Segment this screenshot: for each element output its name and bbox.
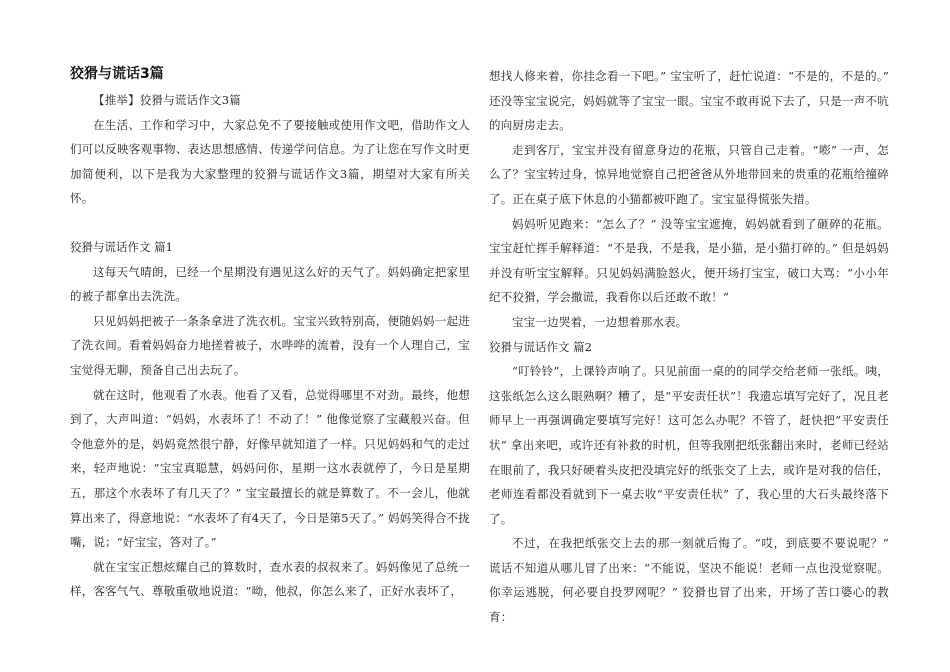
essay1-heading: 狡猾与谎话作文 篇1 (70, 239, 173, 254)
essay1-continued-paragraph: 走到客厅，宝宝并没有留意身边的花瓶，只管自己走着。“嘭” 一声，怎么了？宝宝转过身，惊异地觉察自己把爸爸从外地带回来的贵重的花瓶给撞碎了。正在桌子底下休息的小猫都被吓跑了。宝宝显得慌张失措。 (489, 142, 889, 206)
recommend-line: 【推举】狡猾与谎话作文3篇 (93, 93, 241, 107)
essay1-paragraph: 就在这时，他观看了水表。他看了又看，总觉得哪里不对劲。最终，他想到了，大声叫道：“妈妈，水表坏了！不动了！” 他像觉察了宝藏般兴奋。但令他意外的是，妈妈竟然很宁静，好像早就知道了一样。只见妈妈和气的走过来，轻声地说：“宝宝真聪慧，妈妈问你，星期一这水表就停了，今日是星期五，那这个水表坏了有几天了？” 宝宝最擅长的就是算数了。不一会儿，他就算出来了，得意地说：“水表坏了有4天了，今日是第5天了。” 妈妈笑得合不拢嘴，说；“好宝宝，答对了。” (70, 387, 470, 550)
essay2-paragraph: “叮铃铃”，上课铃声响了。只见前面一桌的的同学交给老师一张纸。咦，这张纸怎么这么眼熟啊？糟了，是“平安责任状”！我遗忘填写完好了，况且老师早上一再强调确定要填写完好！这可怎么办呢？不管了，赶快把“平安责任状” 拿出来吧，或许还有补救的时机，但等我刚把纸张翻出来时，老师已经站在眼前了，我只好硬着头皮把没填完好的纸张交了上去，或许是对我的信任，老师连看都没看就到下一桌去收“平安责任状” 了，我心里的大石头最终落下了。 (489, 364, 889, 526)
essay1-paragraph: 只见妈妈把被子一条条拿进了洗衣机。宝宝兴致特别高，便随妈妈一起进了洗衣间。看着妈妈奋力地搓着被子，水哗哗的流着，没有一个人理自己，宝宝觉得无聊，预备自己出去玩了。 (70, 313, 470, 377)
section-gap (70, 211, 470, 235)
essay2-heading: 狡猾与谎话作文 篇2 (489, 339, 592, 354)
essay1-continued-paragraph: 妈妈听见跑来：“怎么了？” 没等宝宝遮掩，妈妈就看到了砸碎的花瓶。宝宝赶忙挥手解释道：“不是我，不是我，是小猫，是小猫打碎的。” 但是妈妈并没有听宝宝解释。只见妈妈满脸怒火，便开场打宝宝，破口大骂：“小小年纪不狡猾，学会撒谎，我看你以后还敢不敢！” (489, 216, 889, 305)
document-title: 狡猾与谎话3篇 (70, 66, 164, 82)
right-column (489, 64, 889, 630)
essay1-continued-paragraph: 宝宝一边哭着，一边想着那水表。 (512, 314, 688, 329)
essay1-paragraph: 就在宝宝正想炫耀自己的算数时，查水表的叔叔来了。妈妈像见了总统一样，客客气气、尊敬重敬地说道：“呦，他叔，你怎么来了，正好水表坏了， (70, 559, 470, 599)
left-column (70, 64, 470, 604)
essay1-continued-paragraph: 想找人修来着，你挂念看一下吧。” 宝宝听了，赶忙说道：“不是的，不是的。” 还没等宝宝说完，妈妈就等了宝宝一眼。宝宝不敢再说下去了，只是一声不吭的向厨房走去。 (489, 69, 889, 133)
essay1-paragraph: 这每天气晴朗，已经一个星期没有遇见这么好的天气了。妈妈确定把家里的被子都拿出去洗洗。 (70, 264, 470, 304)
intro-paragraph: 在生活、工作和学习中，大家总免不了要接触或使用作文吧，借助作文人们可以反映客观事物、表达思想感情、传递学问信息。为了让您在写作文时更加简便利，以下是我为大家整理的狡猾与谎话作文3篇，期望对大家有所关怀。 (70, 117, 470, 206)
essay2-paragraph: 不过，在我把纸张交上去的那一刻就后悔了。“哎，到底要不要说呢？” 谎话不知道从哪儿冒了出来：“不能说，坚决不能说！老师一点也没觉察呢。你幸运逃脱，何必要自投罗网呢？” 狡猾也冒了出来，开场了苦口婆心的教育： (489, 536, 889, 625)
